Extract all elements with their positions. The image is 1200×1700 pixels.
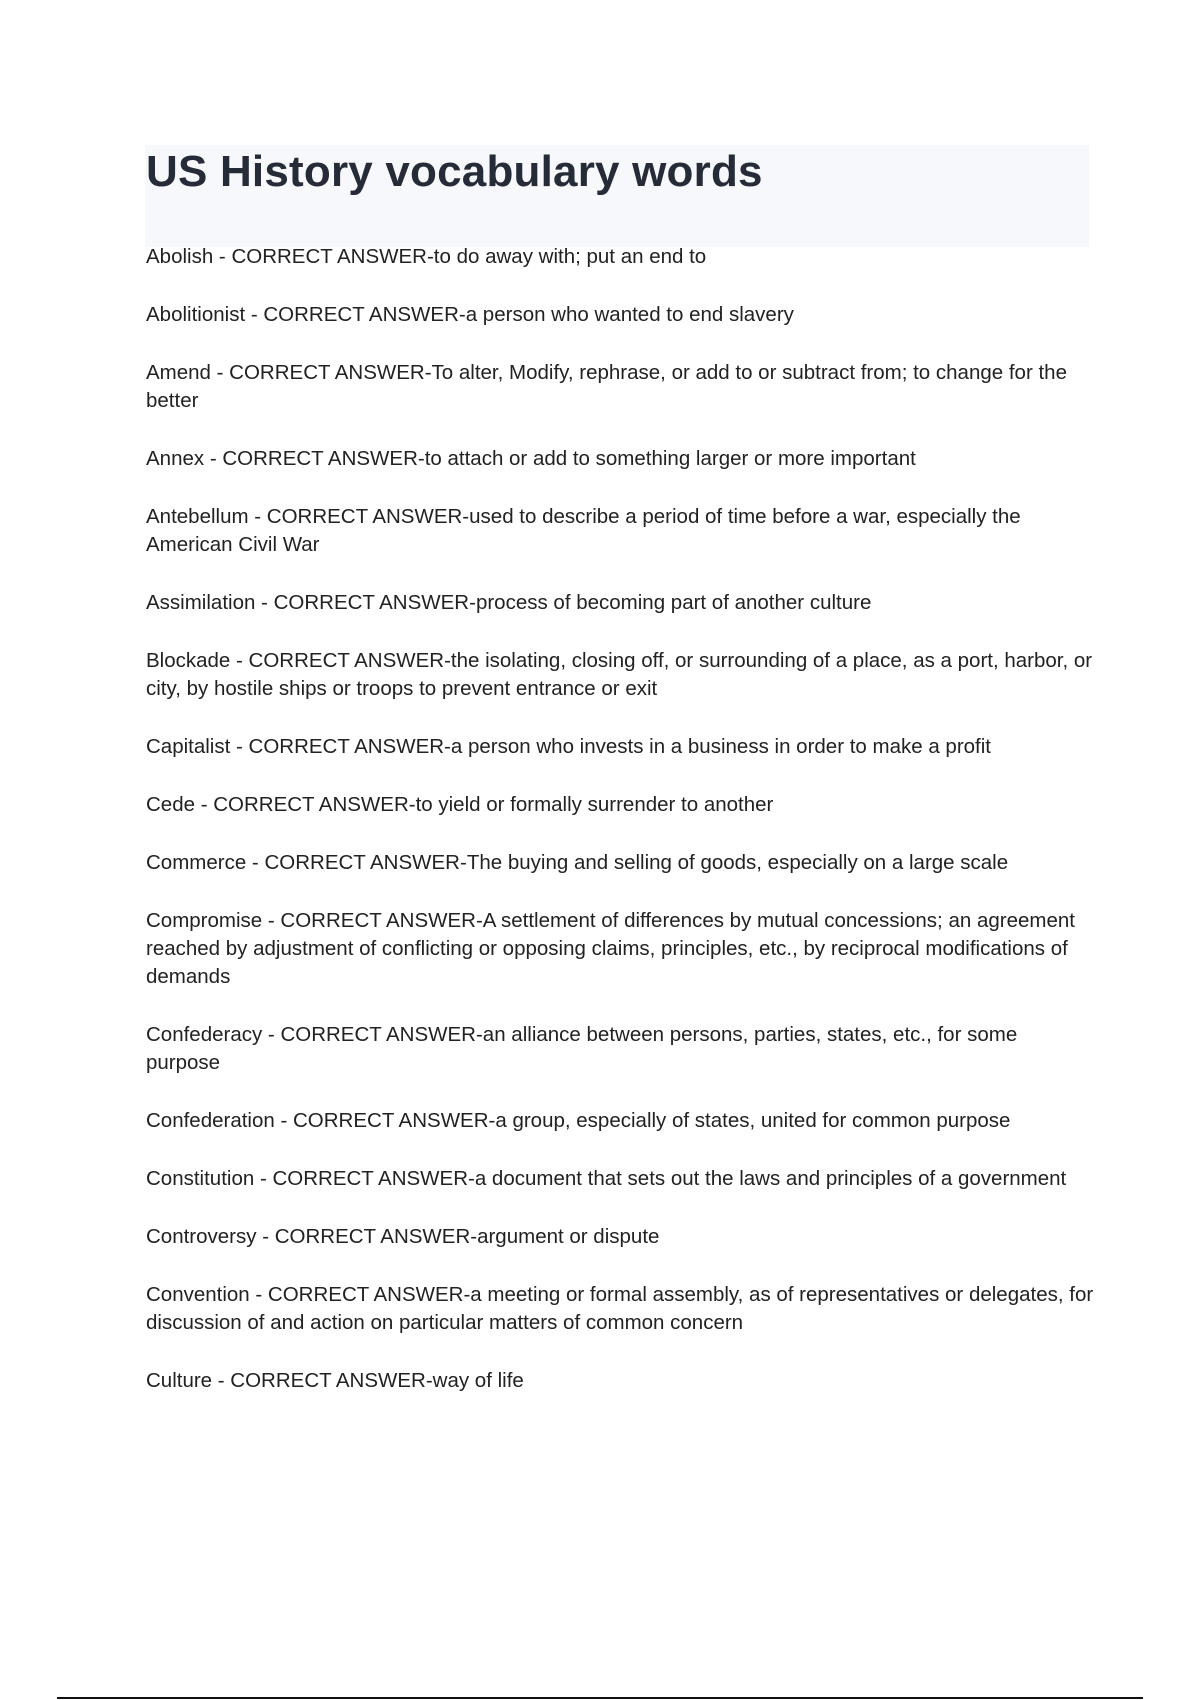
vocabulary-entry: Assimilation - CORRECT ANSWER-process of becoming part of another culture bbox=[146, 591, 872, 614]
vocabulary-entry: Abolitionist - CORRECT ANSWER-a person who wanted to end slavery bbox=[146, 303, 794, 326]
vocabulary-entry: Constitution - CORRECT ANSWER-a document that sets out the laws and principles of a government bbox=[146, 1167, 1067, 1190]
vocabulary-entry: Cede - CORRECT ANSWER-to yield or formally surrender to another bbox=[146, 793, 774, 816]
vocabulary-entry: Antebellum - CORRECT ANSWER-used to describe a period of time before a war, especially the American Civil War bbox=[146, 505, 1021, 556]
vocabulary-entry: Confederacy - CORRECT ANSWER-an alliance between persons, parties, states, etc., for some purpose bbox=[146, 1023, 1018, 1074]
vocabulary-entry: Blockade - CORRECT ANSWER-the isolating, closing off, or surrounding of a place, as a port, harbor, or city, by hostile ships or troops to prevent entrance or exit bbox=[146, 649, 1093, 700]
page-title: US History vocabulary words bbox=[146, 147, 763, 196]
footer-divider bbox=[57, 1697, 1143, 1699]
vocabulary-entry: Annex - CORRECT ANSWER-to attach or add to something larger or more important bbox=[146, 447, 916, 470]
vocabulary-entry: Controversy - CORRECT ANSWER-argument or dispute bbox=[146, 1225, 660, 1248]
vocabulary-entry: Confederation - CORRECT ANSWER-a group, especially of states, united for common purpose bbox=[146, 1109, 1011, 1132]
vocabulary-entry: Culture - CORRECT ANSWER-way of life bbox=[146, 1369, 524, 1392]
vocabulary-entry: Convention - CORRECT ANSWER-a meeting or formal assembly, as of representatives or delegates, for discussion of and action on particular matters of common concern bbox=[146, 1283, 1094, 1334]
vocabulary-entry: Compromise - CORRECT ANSWER-A settlement of differences by mutual concessions; an agreement reached by adjustment of conflicting or opposing claims, principles, etc., by reciprocal modifications of demands bbox=[146, 909, 1075, 988]
vocabulary-entry: Capitalist - CORRECT ANSWER-a person who invests in a business in order to make a profit bbox=[146, 735, 992, 758]
vocabulary-list bbox=[146, 243, 1096, 1425]
vocabulary-entry: Commerce - CORRECT ANSWER-The buying and selling of goods, especially on a large scale bbox=[146, 851, 1009, 874]
vocabulary-entry: Abolish - CORRECT ANSWER-to do away with; put an end to bbox=[146, 245, 707, 268]
vocabulary-entry: Amend - CORRECT ANSWER-To alter, Modify, rephrase, or add to or subtract from; to change for the better bbox=[146, 361, 1067, 412]
